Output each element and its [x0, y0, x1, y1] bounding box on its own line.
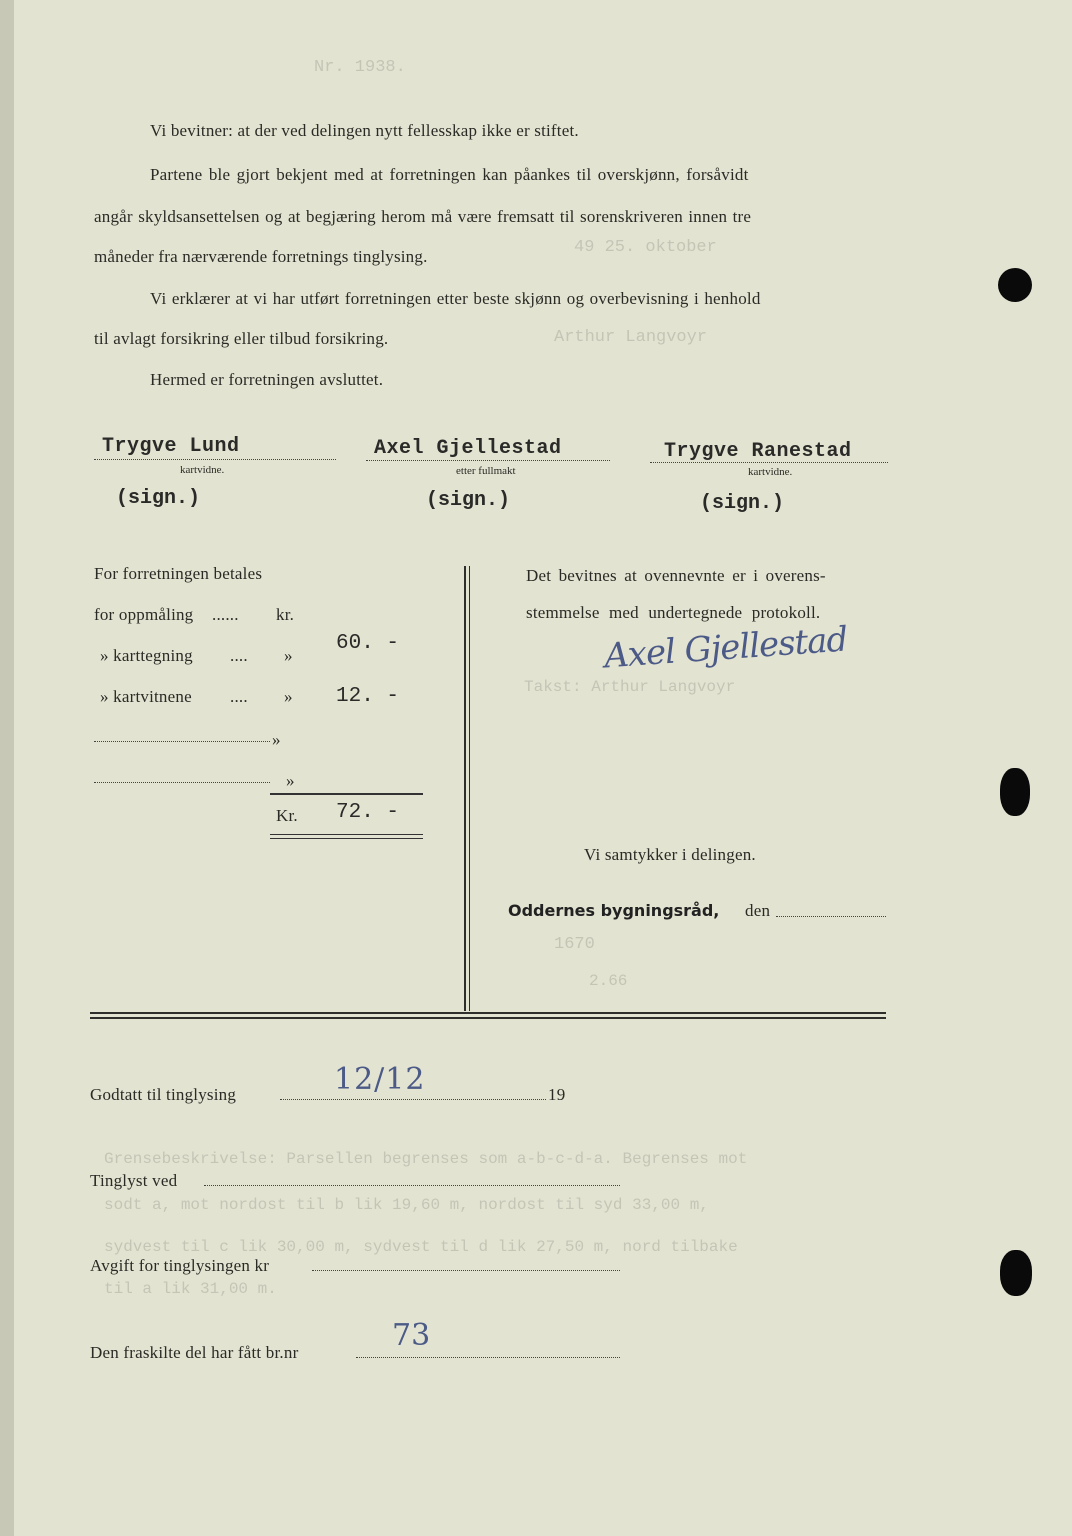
signatory-name: Trygve Lund — [102, 435, 240, 458]
certification-signature: Axel Gjellestad — [602, 619, 849, 677]
registered-label: Tinglyst ved — [90, 1171, 178, 1190]
total-rule-bottom-2 — [270, 838, 423, 839]
fee-label-registration: Avgift for tinglysingen kr — [90, 1256, 270, 1275]
fee-leader: ...... — [212, 605, 239, 624]
fee-unit: » — [286, 771, 295, 790]
signatory-role: etter fullmakt — [456, 465, 516, 477]
bleed-line: sodt a, mot nordost til b lik 19,60 m, nordost til syd 33,00 m, — [104, 1196, 709, 1214]
council-date-line — [776, 916, 886, 917]
paragraph-concluded: Hermed er forretningen avsluttet. — [150, 370, 384, 389]
council-den: den — [745, 901, 771, 920]
fee-line — [312, 1270, 620, 1271]
signatory-sign: (sign.) — [116, 487, 201, 510]
bleed-line: Takst: Arthur Langvoyr — [524, 678, 736, 696]
total-label: Kr. — [276, 806, 298, 825]
bleed-header: Nr. 1938. — [314, 58, 406, 77]
certification-line1: Det bevitnes at ovennevnte er i overens- — [526, 566, 826, 585]
fee-label: for oppmåling — [94, 605, 194, 624]
fee-unit: » — [272, 730, 281, 749]
plot-label: Den fraskilte del har fått br.nr — [90, 1343, 299, 1362]
fee-label: » karttegning — [100, 646, 193, 665]
paragraph-declaration-line1: Vi erklærer at vi har utført forretningen etter beste skjønn og overbevisning i henhold — [150, 289, 761, 308]
paragraph-declaration-line2: til avlagt forsikring eller tilbud forsikring. — [94, 329, 389, 348]
fee-blank-line — [94, 741, 270, 742]
signatory-sign: (sign.) — [700, 492, 785, 515]
total-rule-bottom-1 — [270, 834, 423, 835]
signatory-sign: (sign.) — [426, 489, 511, 512]
paragraph-appeal-line2: angår skyldsansettelsen og at begjæring herom må være fremsatt til sorenskriveren innen tre — [94, 207, 752, 226]
fee-unit: » — [284, 646, 293, 665]
signature-line — [650, 462, 888, 463]
consent-text: Vi samtykker i delingen. — [584, 845, 756, 864]
signatory-name: Axel Gjellestad — [374, 437, 562, 460]
fee-amount: 60. - — [336, 632, 400, 655]
bleed-line: 1670 — [554, 935, 595, 954]
accepted-label: Godtatt til tinglysing — [90, 1085, 237, 1104]
signatory-role: kartvidne. — [748, 466, 793, 478]
bleed-line: 2.66 — [589, 972, 628, 990]
fee-leader: .... — [230, 646, 248, 665]
paragraph-appeal-line1: Partene ble gjort bekjent med at forretningen kan påankes til overskjønn, forsåvidt — [150, 165, 749, 184]
signature-line — [366, 460, 610, 461]
fee-blank-line — [94, 782, 270, 783]
plot-number: 73 — [392, 1318, 431, 1353]
fee-unit: » — [284, 687, 293, 706]
punch-hole-icon — [998, 268, 1032, 302]
bleed-line: 49 25. oktober — [574, 238, 717, 257]
accepted-line — [280, 1099, 546, 1100]
bleed-line: Arthur Langvoyr — [554, 328, 708, 347]
fee-unit: kr. — [276, 605, 295, 624]
accepted-date: 12/12 — [334, 1062, 426, 1097]
council-label: Oddernes bygningsråd, — [508, 901, 720, 920]
paragraph-no-new-community: Vi bevitner: at der ved delingen nytt fellesskap ikke er stiftet. — [150, 121, 579, 140]
bleed-line: til a lik 31,00 m. — [104, 1280, 277, 1298]
fee-amount: 12. - — [336, 685, 400, 708]
paragraph-appeal-line3: måneder fra nærværende forretnings tinglysing. — [94, 247, 428, 266]
year-prefix: 19 — [548, 1085, 566, 1104]
punch-hole-icon — [1000, 1250, 1032, 1296]
column-divider — [464, 566, 466, 1011]
section-rule — [90, 1012, 886, 1014]
total-rule-top — [270, 793, 423, 795]
signatory-name: Trygve Ranestad — [664, 440, 852, 463]
column-divider — [469, 566, 470, 1011]
fee-leader: .... — [230, 687, 248, 706]
bleed-line: sydvest til c lik 30,00 m, sydvest til d lik 27,50 m, nord tilbake — [104, 1238, 738, 1256]
certification-line2: stemmelse med undertegnede protokoll. — [526, 603, 821, 622]
total-amount: 72. - — [336, 801, 400, 824]
fees-intro: For forretningen betales — [94, 564, 263, 583]
registered-line — [204, 1185, 620, 1186]
section-rule — [90, 1017, 886, 1019]
plot-line — [356, 1357, 620, 1358]
signatory-role: kartvidne. — [180, 464, 225, 476]
bleed-line: Grensebeskrivelse: Parsellen begrenses som a-b-c-d-a. Begrenses mot — [104, 1150, 748, 1168]
punch-hole-icon — [1000, 768, 1030, 816]
signature-line — [94, 459, 336, 460]
fee-label: » kartvitnene — [100, 687, 192, 706]
